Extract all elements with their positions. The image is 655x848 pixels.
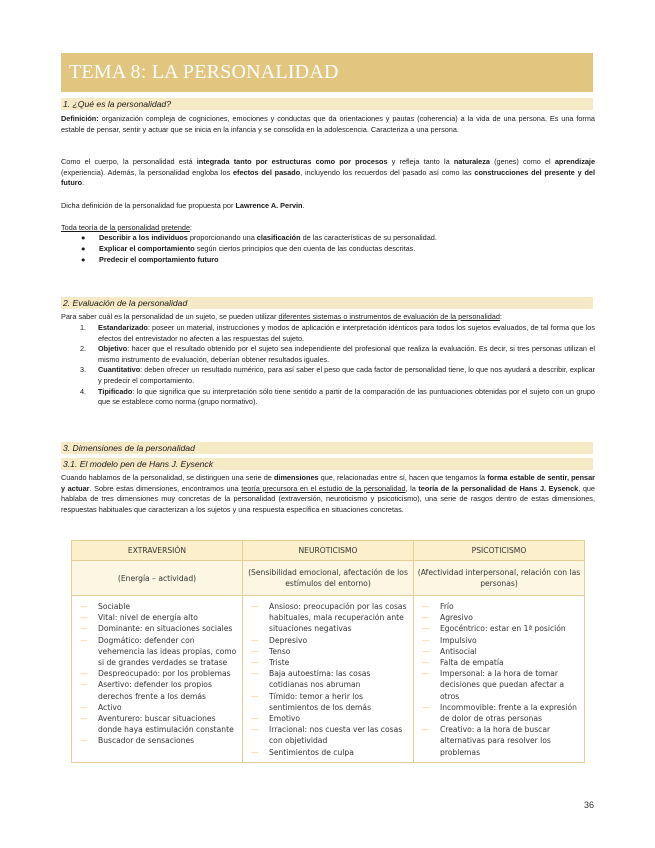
list-item: — Tenso: [247, 646, 409, 657]
list-item: — Impersonal: a la hora de tomar decisiones que puedan afectar a otros: [418, 668, 580, 702]
author-name: Lawrence A. Pervin: [235, 201, 303, 210]
list-item: 3. Cuantitativo: deben ofrecer un resultado numérico, para así saber el peso que cada factor de personalidad tiene, lo que nos ayudará a describir, explicar y predecir el comportamiento.: [80, 365, 595, 385]
list-item: — Sociable: [76, 601, 238, 612]
list-item: — Agresivo: [418, 612, 580, 623]
list-item: 2. Objetivo: hacer que el resultado obtenido por el sujeto sea independiente del profesional que realiza la evaluación. Es decir, si tres personas utilizan el mismo instrumento de evaluación, deberían obtener resultados iguales.: [80, 344, 595, 364]
list-item: — Baja autoestima: las cosas cotidianas nos abruman: [247, 668, 409, 690]
list-item: — Activo: [76, 702, 238, 713]
list-item: — Despreocupado: por los problemas: [76, 668, 238, 679]
list-item: — Incommovible: frente a la expresión de dolor de otras personas: [418, 702, 580, 724]
list-item: 4. Tipificado: lo que significa que su interpretación sólo tiene sentido a partir de la comparación de las puntuaciones obtenidas por el sujeto con un grupo que se establece como norma (grupo normativo).: [80, 386, 595, 407]
list-item: — Ansioso: preocupación por las cosas habituales, mala recuperación ante situaciones negativas: [247, 601, 409, 635]
list-item: — Frío: [418, 601, 580, 612]
dimensions-paragraph: Cuando hablamos de la personalidad, se distinguen una serie de dimensiones que, relacionadas entre sí, hacen que tengamos la forma estable de sentir, pensar y actuar. Sobre estas dimensiones, encontramos una teoría precursora en el estudio de la personalidad, la teoría de la personalidad de Hans J. Eysenck, que hablaba de tres dimensiones muy concretas de la personalidad (extraversión, neuroticismo y psicoticismo), una serie de rasgos dentro de estas dimensiones, respuestas habituales que caracterizan a los sujetos y una respuesta específica en situaciones concretas.: [61, 473, 595, 514]
list-item: — Impulsivo: [418, 635, 580, 646]
bullet-explain: ● Explicar el comportamiento según ciertos principios que den cuenta de las conductas descritas.: [81, 244, 416, 253]
title-banner: [61, 53, 593, 92]
list-item: — Emotivo: [247, 713, 409, 724]
list-item: — Dogmático: defender con vehemencia las ideas propias, como si de grandes verdades se tratase: [76, 635, 238, 669]
table-traits-row: [72, 596, 585, 763]
extraversion-traits: [72, 596, 243, 763]
definition-text: organización compleja de cogniciones, emociones y conductas que da orientaciones y pautas (coherencia) a la vida de una persona. Es una forma estable de pensar, sentir y actuar que se inicia en la infancia y se consolida en la adolescencia. Caracteriza a una persona.: [61, 114, 595, 134]
list-item: — Triste: [247, 657, 409, 668]
bullet-describe: ● Describir a los individuos proporcionando una clasificación de las características de su personalidad.: [81, 233, 437, 242]
subheader-psychoticism: (Afectividad interpersonal, relación con las personas): [414, 561, 585, 596]
section-1-heading: 1. ¿Qué es la personalidad?: [61, 98, 593, 110]
section-3-heading: 3. Dimensiones de la personalidad: [61, 442, 593, 454]
personality-structure-paragraph: Como el cuerpo, la personalidad está integrada tanto por estructuras como por procesos y refleja tanto la naturaleza (genes) como el aprendizaje (experiencia). Además, la personalidad engloba los efectos del pasado, incluyendo los recuerdos del pasado así como las construcciones del presente y del futuro.: [61, 157, 596, 188]
page-title: TEMA 8: LA PERSONALIDAD: [69, 61, 339, 83]
table-subheader-row: [72, 561, 585, 596]
dimensions-table: [71, 540, 585, 763]
list-item: — Creativo: a la hora de buscar alternativas para resolver los problemas: [418, 724, 580, 758]
list-item: — Asertivo: defender los propios derechos frente a los demás: [76, 679, 238, 701]
list-item: — Falta de empatía: [418, 657, 580, 668]
section-3-1-heading: 3.1. El modelo pen de Hans J. Eysenck: [61, 458, 593, 470]
list-item: — Antisocial: [418, 646, 580, 657]
definition-label: Definición:: [61, 114, 99, 123]
definition-paragraph: [61, 114, 595, 135]
bullet-predict: ● Predecir el comportamiento futuro: [81, 255, 219, 264]
header-extraversion: EXTRAVERSIÓN: [72, 541, 243, 561]
pervin-paragraph: Dicha definición de la personalidad fue propuesta por Lawrence A. Pervin.: [61, 201, 305, 210]
list-item: — Egocéntrico: estar en 1ª posición: [418, 623, 580, 634]
list-item: — Vital: nivel de energía alto: [76, 612, 238, 623]
list-item: — Irracional: nos cuesta ver las cosas con objetividad: [247, 724, 409, 746]
evaluation-list: [61, 323, 595, 408]
page-number: 36: [584, 800, 595, 810]
subheader-neuroticism: (Sensibilidad emocional, afectación de los estímulos del entorno): [243, 561, 414, 596]
psychoticism-traits: [414, 596, 585, 763]
list-item: — Depresivo: [247, 635, 409, 646]
section-2-heading: 2. Evaluación de la personalidad: [61, 297, 593, 309]
theory-intro: Toda teoría de la personalidad pretende:: [61, 223, 193, 232]
table-header-row: [72, 541, 585, 561]
list-item: — Dominante: en situaciones sociales: [76, 623, 238, 634]
list-item: — Tímido: temor a herir los sentimientos de los demás: [247, 691, 409, 713]
subheader-extraversion: (Energía – actividad): [72, 561, 243, 596]
header-neuroticism: NEUROTICISMO: [243, 541, 414, 561]
list-item: — Aventurero: buscar situaciones donde haya estimulación constante: [76, 713, 238, 735]
evaluation-intro: Para saber cuál es la personalidad de un sujeto, se pueden utilizar diferentes sistemas o instrumentos de evaluación de la personalidad:: [61, 312, 502, 321]
list-item: — Sentimientos de culpa: [247, 747, 409, 758]
neuroticism-traits: [243, 596, 414, 763]
list-item: 1. Estandarizado: poseer un material, instrucciones y modos de aplicación e interpretación idénticos para todos los sujetos evaluados, de tal forma que los efectos del entrevistador no afecten a las respuestas del sujeto.: [80, 323, 595, 343]
list-item: — Buscador de sensaciones: [76, 735, 238, 746]
header-psychoticism: PSICOTICISMO: [414, 541, 585, 561]
